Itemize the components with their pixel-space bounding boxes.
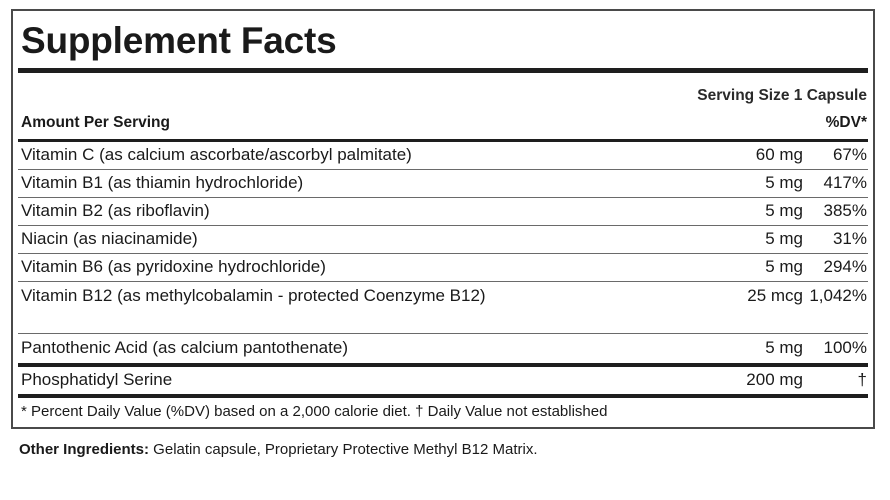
amount-per-serving-header: Amount Per Serving	[21, 114, 170, 131]
other-ingredients	[19, 441, 538, 458]
nutrient-amount: 200 mg	[746, 370, 803, 389]
row-divider	[18, 169, 868, 170]
footnote-divider	[18, 394, 868, 398]
nutrient-name: Vitamin C (as calcium ascorbate/ascorbyl palmitate)	[21, 145, 412, 164]
row-divider	[18, 333, 868, 334]
nutrient-name: Vitamin B12 (as methylcobalamin - protected Coenzyme B12)	[21, 286, 486, 305]
daily-value-header: %DV*	[825, 114, 867, 131]
nutrient-dv: 294%	[823, 257, 867, 276]
serving-size: Serving Size 1 Capsule	[697, 87, 867, 104]
nutrient-dv: 100%	[823, 338, 867, 357]
other-ingredients-label: Other Ingredients:	[19, 441, 150, 458]
row-divider	[18, 253, 868, 254]
title-divider	[18, 68, 868, 73]
nutrient-amount: 5 mg	[765, 338, 803, 357]
nutrient-amount: 5 mg	[765, 173, 803, 192]
supplement-facts-panel	[11, 9, 875, 429]
row-divider	[18, 197, 868, 198]
nutrient-amount: 5 mg	[765, 229, 803, 248]
nutrient-name: Vitamin B6 (as pyridoxine hydrochloride)	[21, 257, 326, 276]
nutrient-dv: 67%	[832, 145, 867, 164]
nutrient-name: Niacin (as niacinamide)	[21, 229, 198, 248]
daily-value-footnote: * Percent Daily Value (%DV) based on a 2,000 calorie diet. † Daily Value not established	[21, 403, 608, 420]
row-divider	[18, 225, 868, 226]
nutrient-amount: 5 mg	[765, 257, 803, 276]
label-title: Supplement Facts	[21, 20, 337, 61]
header-divider	[18, 139, 868, 142]
nutrient-amount: 25 mcg	[747, 286, 803, 305]
nutrient-name: Vitamin B2 (as riboflavin)	[21, 201, 210, 220]
row-divider	[18, 281, 868, 282]
nutrient-name: Phosphatidyl Serine	[21, 370, 173, 389]
nutrient-dv: 385%	[823, 201, 867, 220]
nutrient-dv: 31%	[832, 229, 867, 248]
nutrient-dv: 417%	[823, 173, 867, 192]
nutrient-dv: †	[857, 370, 867, 389]
nutrient-dv: 1,042%	[809, 286, 867, 305]
nutrient-amount: 60 mg	[755, 145, 803, 164]
nutrient-name: Vitamin B1 (as thiamin hydrochloride)	[21, 173, 304, 192]
nutrient-name: Pantothenic Acid (as calcium pantothenate)	[21, 338, 348, 357]
nutrient-amount: 5 mg	[765, 201, 803, 220]
other-ingredients-text: Gelatin capsule, Proprietary Protective Methyl B12 Matrix.	[149, 441, 538, 458]
section-divider	[18, 363, 868, 367]
